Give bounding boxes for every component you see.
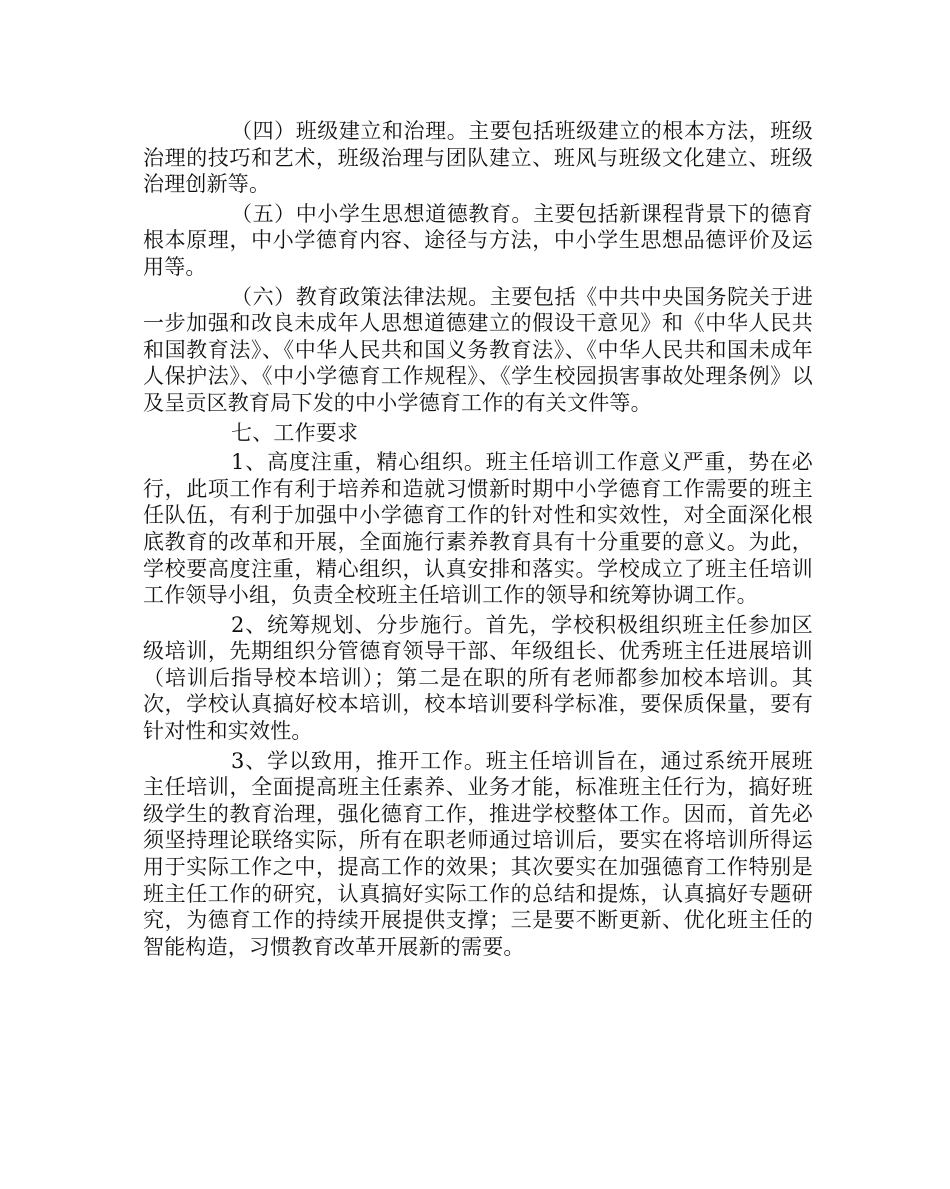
paragraph-class-management: （四）班级建立和治理。主要包括班级建立的根本方法，班级治理的技巧和艺术，班级治理与团队建立、班风与班级文化建立、班级治理创新等。 (143, 119, 813, 197)
paragraph-requirement-3: 3、学以致用，推开工作。班主任培训旨在，通过系统开展班主任培训，全面提高班主任素养、业务才能，标准班主任行为，搞好班级学生的教育治理，强化德育工作，推进学校整体工作。因而，首先必须坚持理论联络实际，所有在职老师通过培训后，要实在将培训所得运用于实际工作之中，提高工作的效果；其次要实在加强德育工作特别是班主任工作的研究，认真搞好实际工作的总结和提炼，认真搞好专题研究，为德育工作的持续开展提供支撑；三是要不断更新、优化班主任的智能构造，习惯教育改革开展新的需要。 (143, 748, 813, 959)
paragraph-moral-education: （五）中小学生思想道德教育。主要包括新课程背景下的德育根本原理，中小学德育内容、途径与方法，中小学生思想品德评价及运用等。 (143, 201, 813, 279)
paragraph-requirement-1: 1、高度注重，精心组织。班主任培训工作意义严重，势在必行，此项工作有利于培养和造就习惯新时期中小学德育工作需要的班主任队伍，有利于加强中小学德育工作的针对性和实效性，对全面深化根底教育的改革和开展，全面施行素养教育具有十分重要的意义。为此，学校要高度注重，精心组织，认真安排和落实。学校成立了班主任培训工作领导小组，负责全校班主任培训工作的领导和统筹协调工作。 (143, 450, 813, 608)
paragraph-education-law: （六）教育政策法律法规。主要包括《中共中央国务院关于进一步加强和改良未成年人思想道德建立的假设干意见》和《中华人民共和国教育法》、《中华人民共和国义务教育法》、《中华人民共和国未成年人保护法》、《中小学德育工作规程》、《学生校园损害事故处理条例》以及呈贡区教育局下发的中小学德育工作的有关文件等。 (143, 284, 813, 415)
document-page (143, 118, 813, 963)
section-heading-work-requirements: 七、工作要求 (231, 420, 359, 445)
paragraph-requirement-2: 2、统筹规划、分步施行。首先，学校积极组织班主任参加区级培训，先期组织分管德育领导干部、年级组长、优秀班主任进展培训（培训后指导校本培训）；第二是在职的所有老师都参加校本培训。其次，学校认真搞好校本培训，校本培训要科学标准，要保质保量，要有针对性和实效性。 (143, 612, 813, 744)
